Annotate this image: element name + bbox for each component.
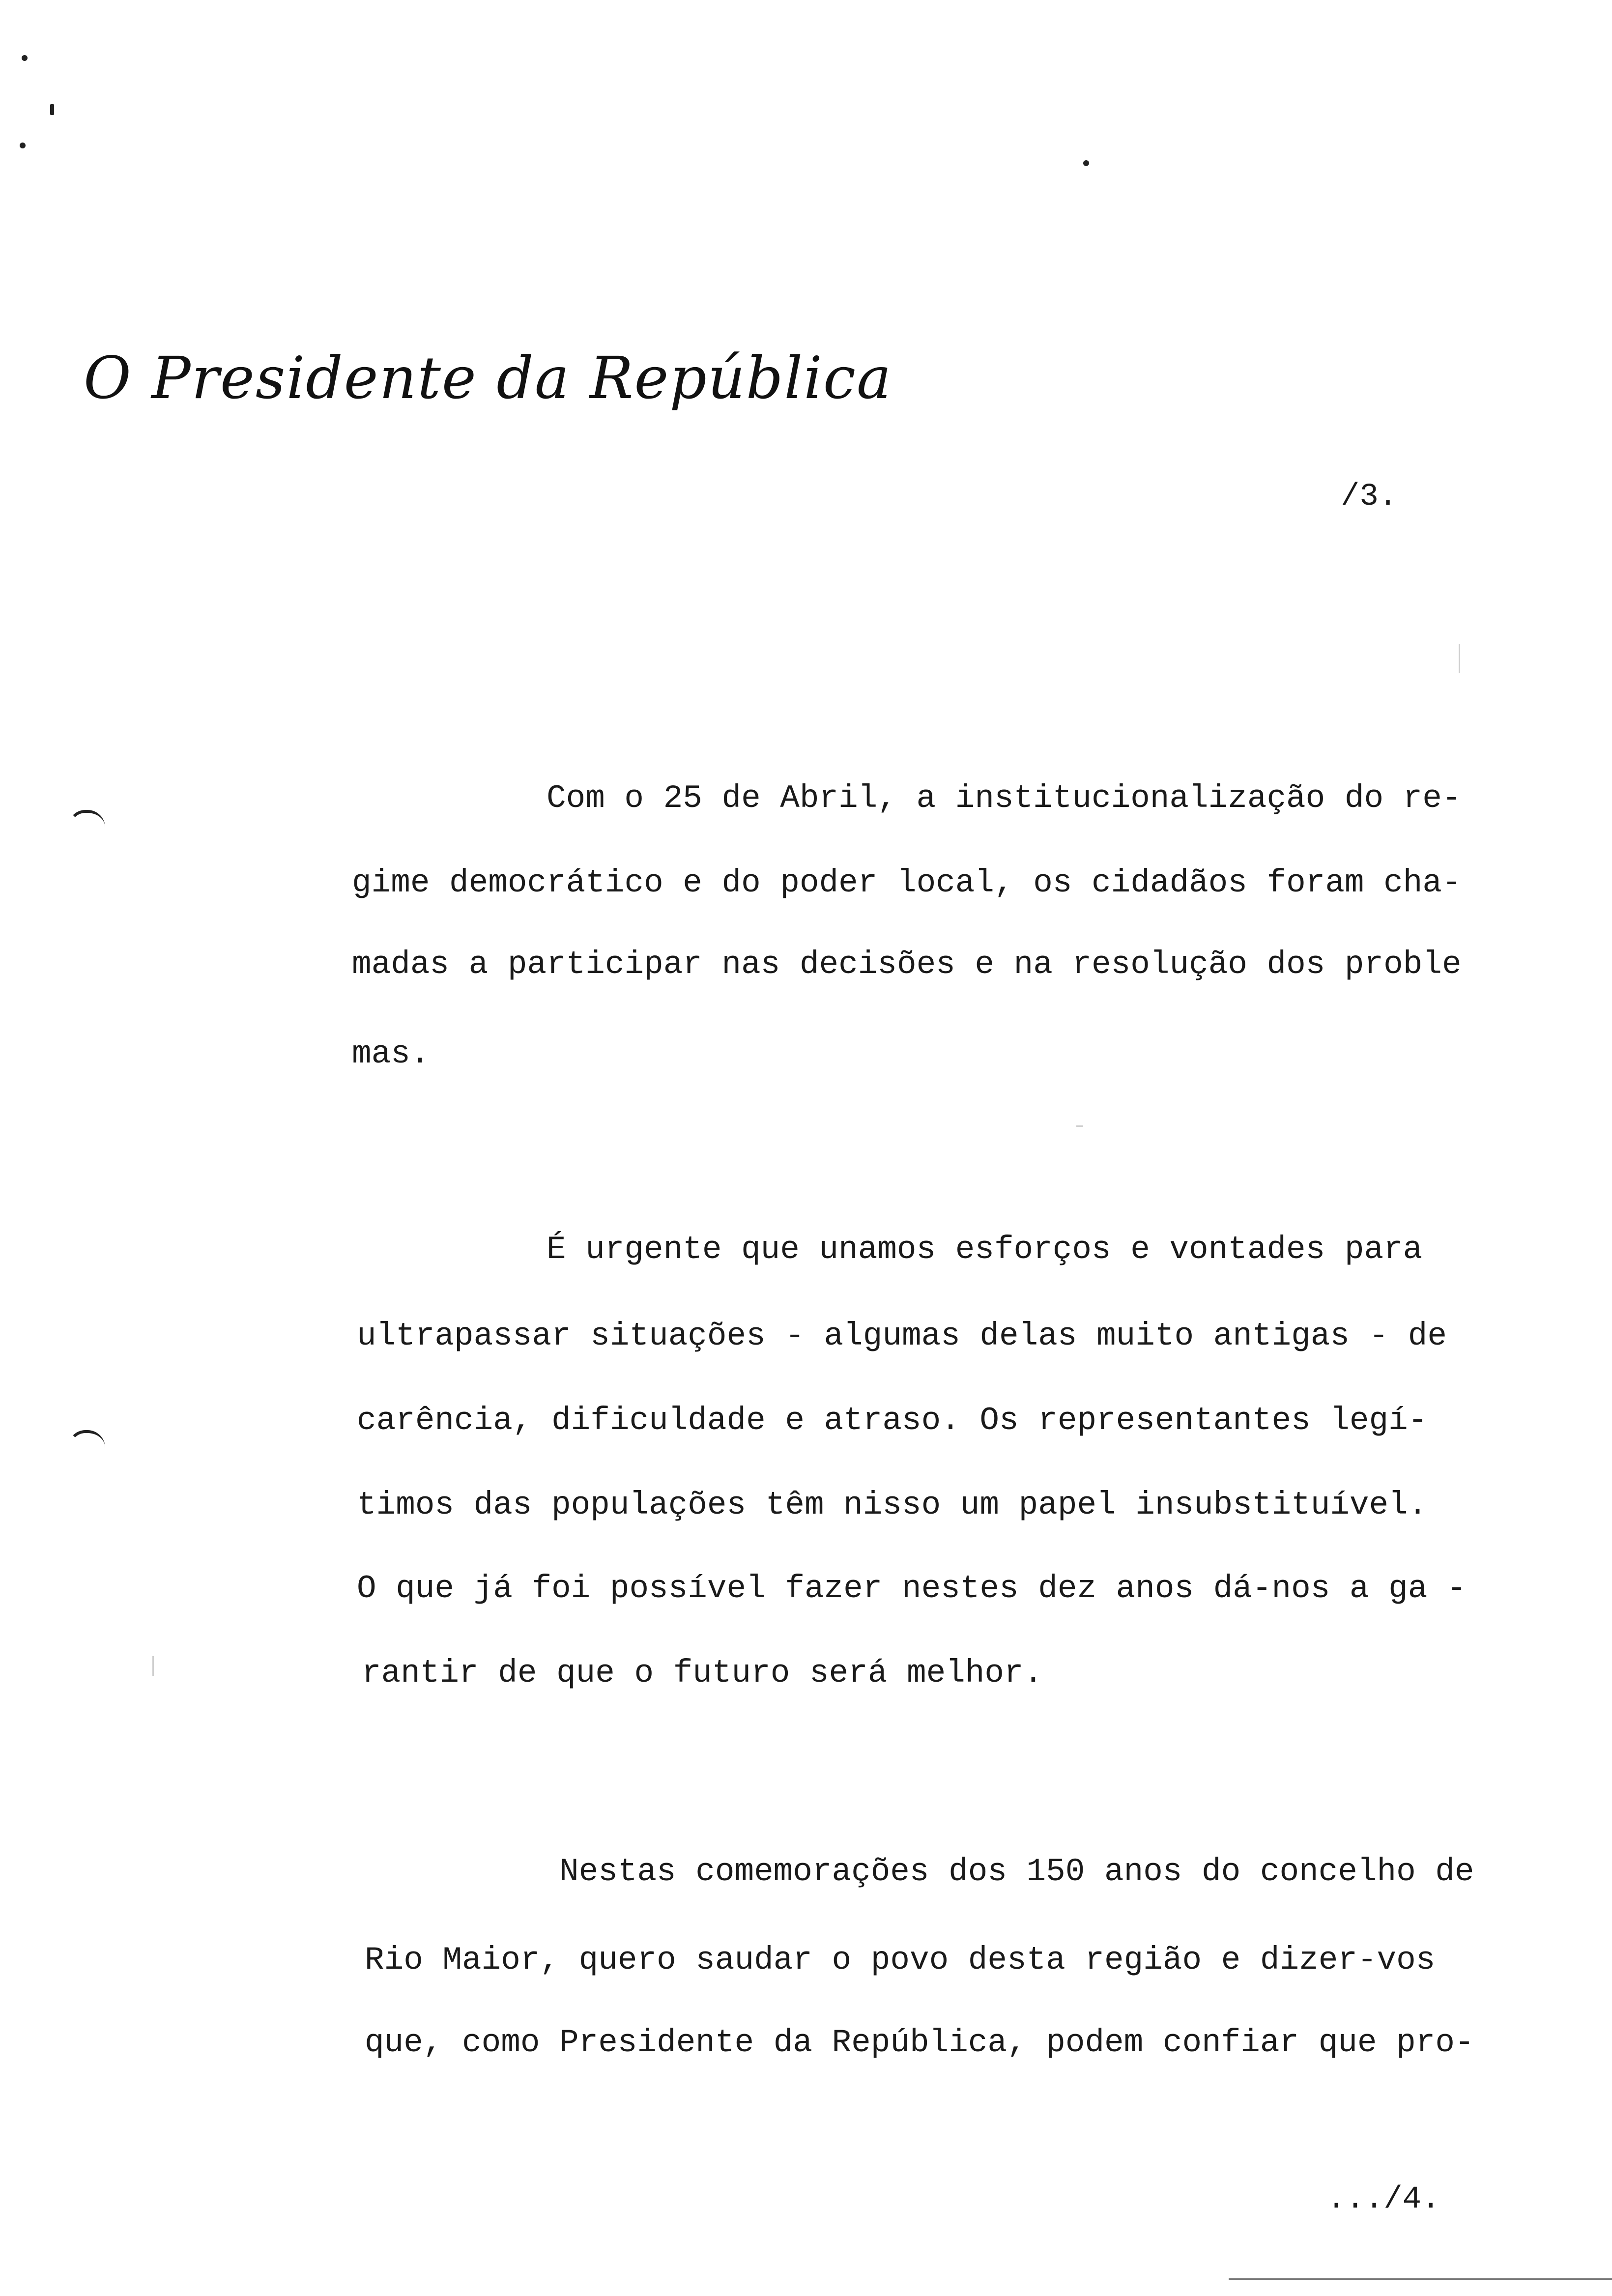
scan-speck: [50, 104, 54, 115]
letterhead: O Presidente da República: [84, 344, 892, 412]
text-line: rantir de que o futuro será melhor.: [362, 1655, 1043, 1692]
text-line: Rio Maior, quero saudar o povo desta região e dizer-vos: [365, 1942, 1436, 1979]
text-line: É urgente que unamos esforços e vontades para: [547, 1231, 1423, 1268]
page-number: /3.: [1341, 479, 1398, 515]
scan-artifact: [1459, 644, 1460, 673]
text-line: que, como Presidente da República, podem confiar que pro-: [365, 2024, 1474, 2061]
next-page-reference: .../4.: [1327, 2182, 1440, 2217]
scan-mark: [68, 1430, 105, 1448]
scan-speck: [20, 143, 26, 148]
text-line: carência, dificuldade e atraso. Os representantes legí-: [357, 1402, 1428, 1439]
scan-edge-line: [1229, 2278, 1612, 2280]
text-line: timos das populações têm nisso um papel insubstituível.: [357, 1487, 1428, 1523]
text-line: madas a participar nas decisões e na resolução dos proble: [352, 946, 1462, 983]
scan-mark: [68, 810, 105, 828]
scan-speck: [22, 55, 28, 61]
text-line: ultrapassar situações - algumas delas muito antigas - de: [357, 1318, 1447, 1354]
text-line: mas.: [352, 1035, 430, 1072]
scan-artifact: [1076, 1125, 1083, 1127]
text-line: O que já foi possível fazer nestes dez anos dá-nos a ga -: [357, 1570, 1467, 1607]
text-line: Nestas comemorações dos 150 anos do concelho de: [559, 1853, 1474, 1890]
text-line: gime democrático e do poder local, os cidadãos foram cha-: [352, 864, 1462, 901]
scan-artifact: [152, 1656, 154, 1676]
text-line: Com o 25 de Abril, a institucionalização do re-: [547, 780, 1462, 817]
scan-speck: [1083, 160, 1089, 166]
